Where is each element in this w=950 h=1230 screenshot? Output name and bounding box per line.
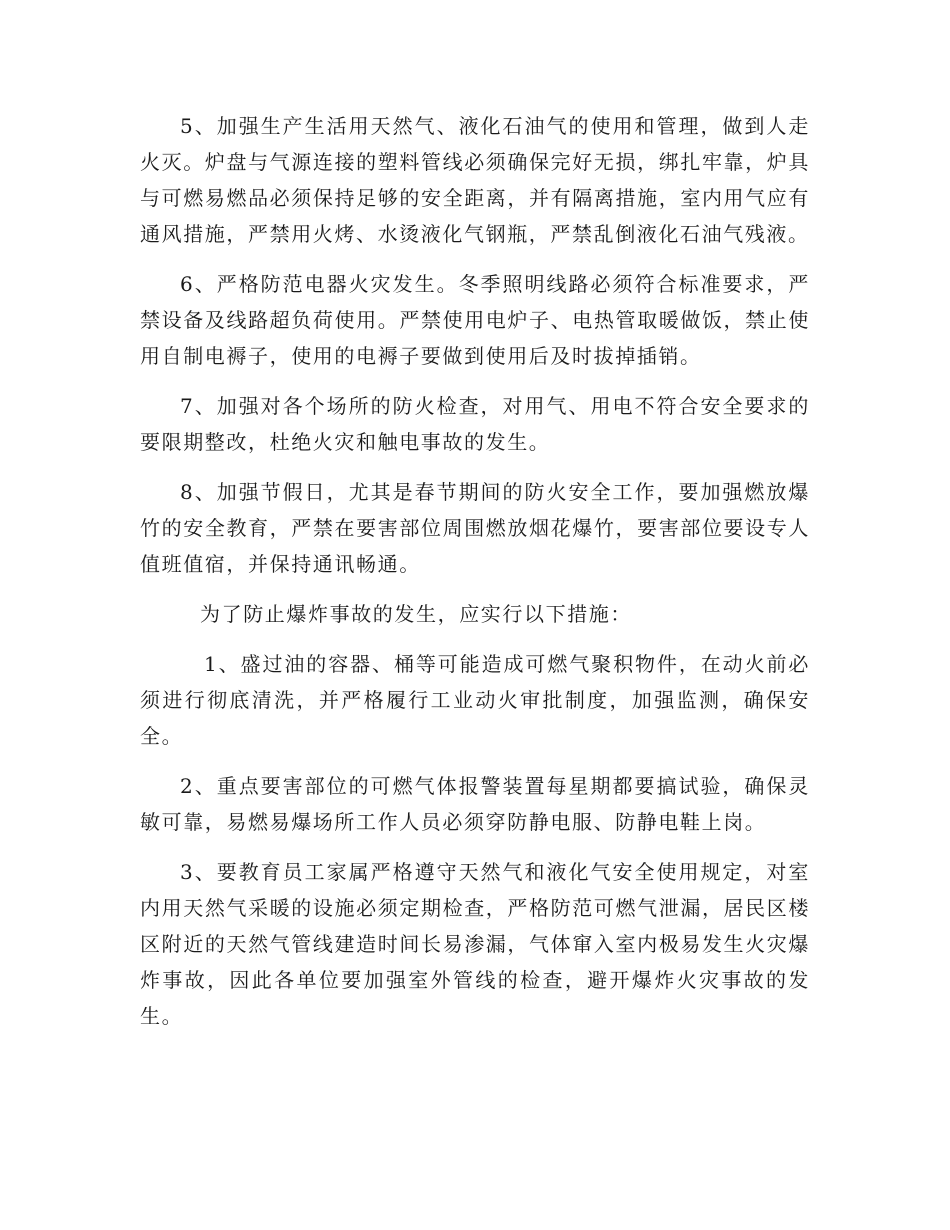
document-body: [140, 108, 810, 1048]
paragraph-item-8: 8、加强节假日，尤其是春节期间的防火安全工作，要加强燃放爆竹的安全教育，严禁在要害部位周围燃放烟花爆竹，要害部位要设专人值班值宿，并保持通讯畅通。: [140, 480, 810, 576]
paragraph-item-3: 3、要教育员工家属严格遵守天然气和液化气安全使用规定，对室内用天然气采暖的设施必须定期检查，严格防范可燃气泄漏，居民区楼区附近的天然气管线建造时间长易渗漏，气体窜入室内极易发生火灾爆炸事故，因此各单位要加强室外管线的检查，避开爆炸火灾事故的发生。: [140, 860, 810, 1028]
paragraph-item-6: 6、严格防范电器火灾发生。冬季照明线路必须符合标准要求，严禁设备及线路超负荷使用。严禁使用电炉子、电热管取暖做饭，禁止使用自制电褥子，使用的电褥子要做到使用后及时拔掉插销。: [140, 272, 810, 368]
paragraph-item-2: 2、重点要害部位的可燃气体报警装置每星期都要搞试验，确保灵敏可靠，易燃易爆场所工作人员必须穿防静电服、防静电鞋上岗。: [140, 774, 810, 834]
section-heading-explosion-measures: 为了防止爆炸事故的发生，应实行以下措施：: [200, 602, 632, 626]
paragraph-item-1: 1、盛过油的容器、桶等可能造成可燃气聚积物件，在动火前必须进行彻底清洗，并严格履行工业动火审批制度，加强监测，确保安全。: [140, 652, 810, 748]
paragraph-item-5: 5、加强生产生活用天然气、液化石油气的使用和管理，做到人走火灭。炉盘与气源连接的塑料管线必须确保完好无损，绑扎牢靠，炉具与可燃易燃品必须保持足够的安全距离，并有隔离措施，室内用气应有通风措施，严禁用火烤、水烫液化气钢瓶，严禁乱倒液化石油气残液。: [140, 114, 810, 246]
paragraph-item-7: 7、加强对各个场所的防火检查，对用气、用电不符合安全要求的要限期整改，杜绝火灾和触电事故的发生。: [140, 394, 810, 454]
